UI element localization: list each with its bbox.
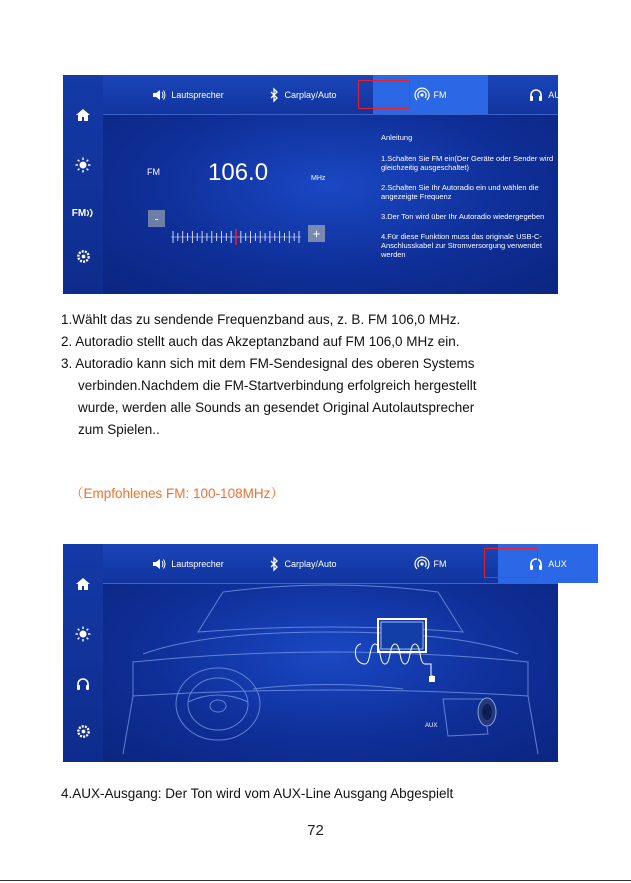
aux-label: AUX xyxy=(425,723,438,729)
fm-label: FM xyxy=(147,167,160,177)
aux-panel xyxy=(103,584,558,781)
fm-instructions-text xyxy=(61,309,561,441)
unit-label: MHz xyxy=(311,175,326,182)
bluetooth-icon xyxy=(269,557,279,571)
text-line: zum Spielen.. xyxy=(78,422,160,437)
frequency-display: 106.0 xyxy=(208,159,269,186)
settings-icon[interactable] xyxy=(63,244,103,268)
fm-panel xyxy=(103,115,558,294)
text-line: 3. Autoradio kann sich mit dem FM-Sendesignal des oberen Systems xyxy=(61,356,475,371)
tab-label: Lautsprecher xyxy=(171,558,224,569)
aux-caption: Der Ton wird vom Aux Line Ausgang abgespielt xyxy=(246,772,415,781)
tab-label: Lautsprecher xyxy=(171,89,224,100)
instruction-step: 2.Schalten Sie Ihr Autoradio ein und wählen die angezeigte Frequenz xyxy=(381,183,539,201)
instructions-panel xyxy=(381,133,561,270)
tab-label: AUX xyxy=(548,558,567,569)
radio-icon xyxy=(415,557,429,571)
home-icon[interactable] xyxy=(63,572,103,596)
brightness-icon[interactable] xyxy=(63,153,103,177)
sidebar xyxy=(63,544,103,762)
text-line: verbinden.Nachdem die FM-Startverbindung erfolgreich hergestellt xyxy=(78,378,477,393)
home-icon[interactable] xyxy=(63,103,103,127)
tab-label: FM xyxy=(433,89,447,100)
instruction-step: 3.Der Ton wird über Ihr Autoradio wiedergegeben xyxy=(381,212,545,221)
tab-aux[interactable] xyxy=(498,75,598,114)
sidebar-fm-text: FM xyxy=(71,207,87,219)
frequency-up-button[interactable]: + xyxy=(308,225,325,242)
bluetooth-icon xyxy=(269,88,279,102)
highlight-box xyxy=(358,80,410,109)
instruction-step: 4.Für diese Funktion muss das originale USB-C-Anschlusskabel zur Stromversorgung verwendet werden xyxy=(381,232,542,259)
frequency-down-button[interactable]: - xyxy=(148,210,165,227)
text-line: 1.Wählt das zu sendende Frequenzband aus, z. B. FM 106,0 MHz. xyxy=(61,312,461,327)
speaker-icon xyxy=(152,558,166,570)
car-dashboard-illustration xyxy=(103,584,558,762)
headphones-icon[interactable] xyxy=(63,672,103,696)
page-number: 72 xyxy=(307,822,324,839)
text-line: 2. Autoradio stellt auch das Akzeptanzband auf FM 106,0 MHz ein. xyxy=(61,334,460,349)
sidebar xyxy=(63,75,103,294)
bottom-divider xyxy=(0,880,631,881)
tab-carplay[interactable] xyxy=(243,544,363,583)
instructions-title: Anleitung xyxy=(381,133,413,142)
tab-carplay[interactable] xyxy=(243,75,363,114)
headphones-icon xyxy=(529,88,543,102)
speaker-icon xyxy=(152,89,166,101)
radio-icon xyxy=(415,88,429,102)
highlight-box xyxy=(484,548,538,578)
fm-icon[interactable] xyxy=(63,201,103,225)
aux-output-text: 4.AUX-Ausgang: Der Ton wird vom AUX-Line Ausgang Abgespielt xyxy=(61,786,454,801)
tab-speaker[interactable] xyxy=(133,544,243,583)
tab-label: Carplay/Auto xyxy=(284,558,337,569)
text-line: wurde, werden alle Sounds an gesendet Original Autolautsprecher xyxy=(78,400,475,415)
tab-speaker[interactable] xyxy=(133,75,243,114)
brightness-icon[interactable] xyxy=(63,622,103,646)
tab-label: Carplay/Auto xyxy=(284,89,337,100)
tuner-scale[interactable] xyxy=(171,229,301,245)
settings-icon[interactable] xyxy=(63,719,103,743)
tab-label: AUX xyxy=(548,89,567,100)
tab-fm[interactable] xyxy=(373,544,488,583)
recommended-fm-note: （Empfohlenes FM: 100-108MHz） xyxy=(70,486,284,501)
fm-screen xyxy=(63,75,567,294)
tab-label: FM xyxy=(433,558,447,569)
instruction-step: 1.Schalten Sie FM ein(Der Geräte oder Sender wird gleichzeitig ausgeschaltet) xyxy=(381,154,554,172)
aux-screen xyxy=(63,544,567,781)
top-tab-bar xyxy=(103,75,567,115)
